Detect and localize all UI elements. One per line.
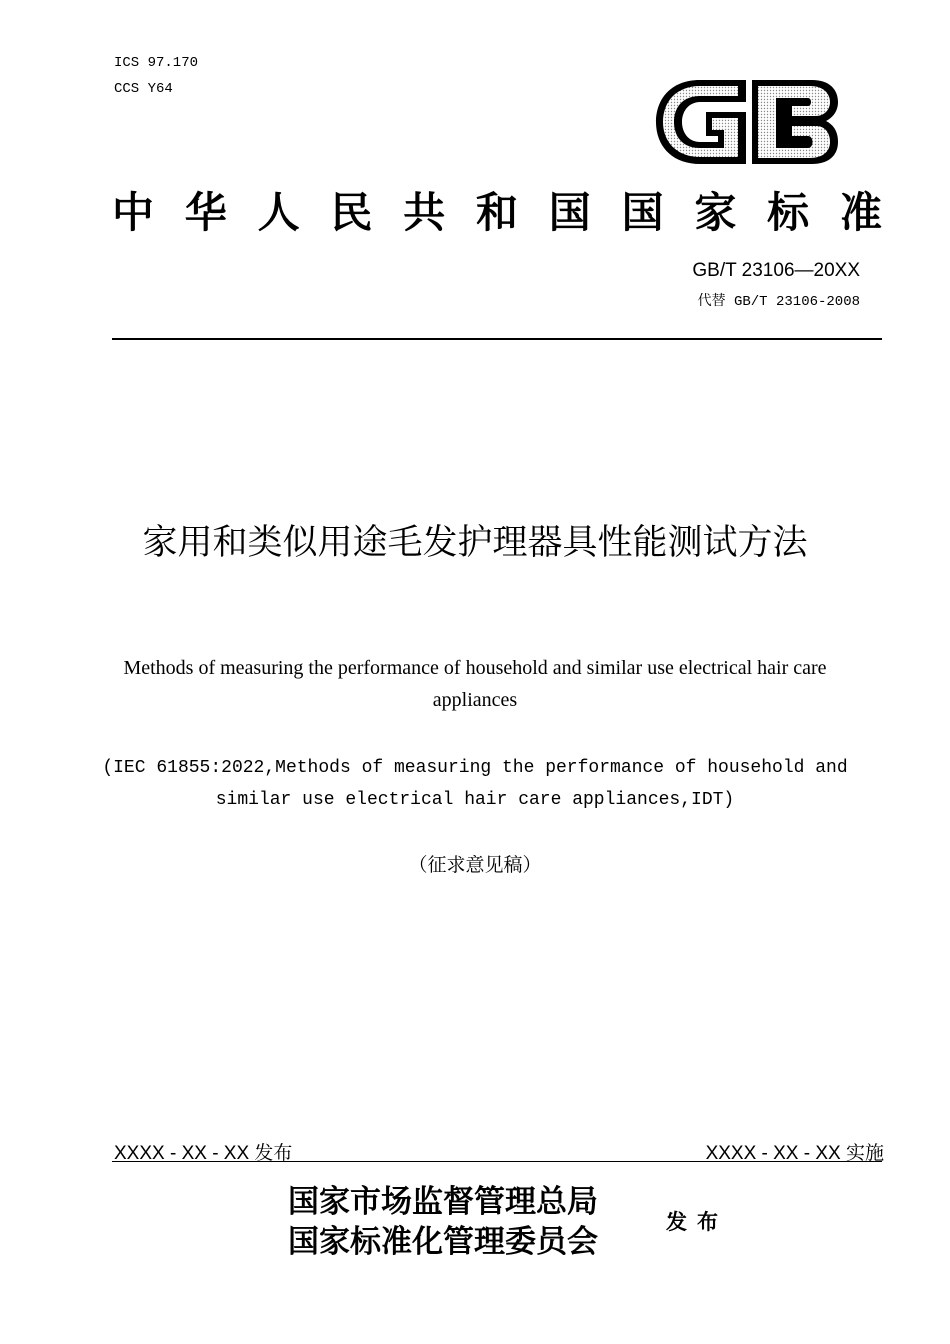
national-standard-heading — [112, 180, 882, 240]
heading-char: 国 — [621, 188, 664, 237]
issue-label: 发布 — [666, 1210, 728, 1234]
heading-char: 民 — [330, 188, 373, 237]
heading-char: 国 — [548, 188, 591, 237]
heading-char: 人 — [257, 188, 300, 237]
heading-char: 共 — [403, 188, 446, 237]
ics-code: ICS 97.170 — [114, 55, 199, 71]
ccs-code: CCS Y64 — [114, 81, 173, 97]
heading-char: 中 — [112, 188, 155, 237]
replaces-standard: 代替 GB/T 23106-2008 — [697, 294, 860, 310]
footer-divider — [112, 1161, 882, 1162]
title-english: Methods of measuring the performance of household and similar use electrical hair care appliances — [123, 657, 827, 711]
heading-char: 华 — [184, 188, 227, 237]
implement-date: XXXX - XX - XX 实施 — [705, 1143, 884, 1164]
title-chinese: 家用和类似用途毛发护理器具性能测试方法 — [142, 523, 808, 563]
publish-date: XXXX - XX - XX 发布 — [114, 1143, 293, 1164]
draft-status: （征求意见稿） — [408, 854, 542, 876]
heading-char: 家 — [694, 188, 737, 237]
issuing-authorities — [288, 1182, 598, 1262]
standard-number: GB/T 23106—20XX — [692, 260, 860, 281]
issuer-samr: 国家市场监督管理总局 — [288, 1184, 598, 1220]
classification-codes — [114, 50, 198, 102]
issuer-sac: 国家标准化管理委员会 — [288, 1224, 598, 1260]
header-divider — [112, 338, 882, 340]
gb-logo — [652, 74, 840, 170]
heading-char: 标 — [767, 188, 810, 237]
heading-char: 准 — [839, 188, 882, 237]
heading-char: 和 — [475, 188, 518, 237]
iec-reference: (IEC 61855:2022,Methods of measuring the performance of household and similar use electrical hair care appliances,IDT) — [102, 758, 848, 810]
